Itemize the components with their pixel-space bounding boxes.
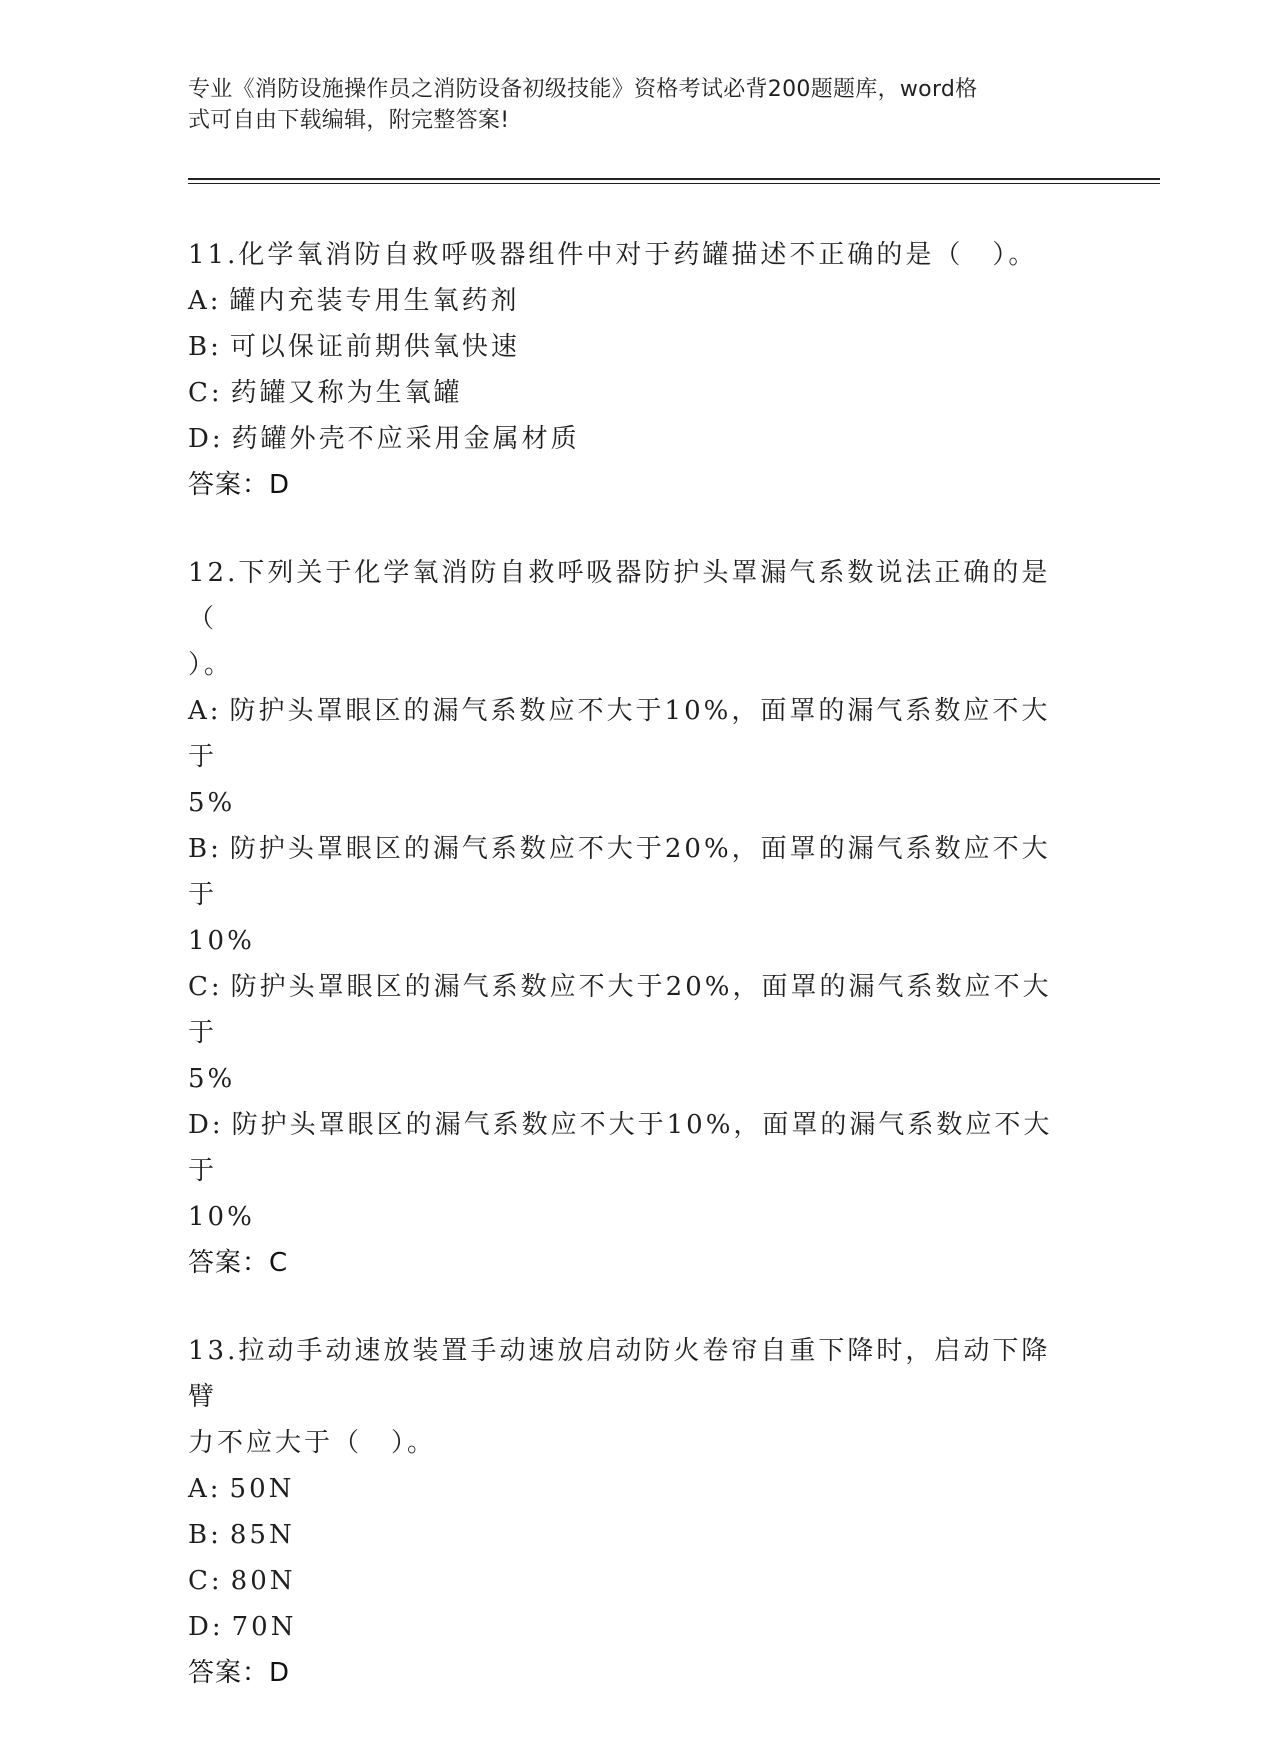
option-label: A: — [188, 286, 222, 316]
option-c — [188, 1558, 1068, 1604]
question-11 — [188, 232, 1068, 508]
option-label: C: — [188, 1566, 223, 1596]
option-text: 防护头罩眼区的漏气系数应不大于20%，面罩的漏气系数应不大于 — [188, 834, 1051, 910]
option-b — [188, 324, 1068, 370]
header-intro-line-2: 式可自由下载编辑，附完整答案! — [188, 108, 510, 133]
option-label: D: — [188, 1110, 224, 1140]
option-b — [188, 1512, 1068, 1558]
question-list — [188, 232, 1068, 1738]
option-text: 防护头罩眼区的漏气系数应不大于10%，面罩的漏气系数应不大于 — [188, 1110, 1053, 1186]
option-text: 70N — [231, 1612, 297, 1642]
option-c — [188, 964, 1068, 1056]
option-label: C: — [188, 378, 223, 408]
option-label: C: — [188, 972, 223, 1002]
answer-line: 答案：C — [188, 1248, 289, 1278]
option-text: 50N — [229, 1474, 295, 1504]
option-label: A: — [188, 696, 222, 726]
option-label: D: — [188, 424, 224, 454]
option-b-continued: 10% — [188, 926, 255, 956]
answer-line: 答案：D — [188, 1658, 291, 1688]
question-stem: 12.下列关于化学氧消防自救呼吸器防护头罩漏气系数说法正确的是（ — [188, 558, 1051, 634]
option-text: 药罐外壳不应采用金属材质 — [231, 424, 580, 454]
document-header — [188, 74, 1068, 136]
option-label: B: — [188, 332, 222, 362]
option-label: D: — [188, 1612, 224, 1642]
option-d-continued: 10% — [188, 1202, 255, 1232]
question-stem-continued: ）。 — [188, 650, 234, 680]
header-divider-thin — [188, 183, 1160, 184]
option-a — [188, 278, 1068, 324]
question-stem-continued: 力不应大于（ ）。 — [188, 1428, 437, 1458]
option-text: 防护头罩眼区的漏气系数应不大于20%，面罩的漏气系数应不大于 — [188, 972, 1052, 1048]
answer-line: 答案：D — [188, 470, 291, 500]
question-13 — [188, 1328, 1068, 1696]
option-d — [188, 1102, 1068, 1194]
header-intro-line-1: 专业《消防设施操作员之消防设备初级技能》资格考试必背200题题库，word格 — [188, 77, 978, 102]
option-b — [188, 826, 1068, 918]
option-d — [188, 1604, 1068, 1650]
question-12 — [188, 550, 1068, 1286]
option-text: 85N — [229, 1520, 295, 1550]
option-c — [188, 370, 1068, 416]
option-c-continued: 5% — [188, 1064, 236, 1094]
option-a — [188, 1466, 1068, 1512]
question-stem: 13.拉动手动速放装置手动速放启动防火卷帘自重下降时，启动下降臂 — [188, 1336, 1051, 1412]
option-text: 罐内充装专用生氧药剂 — [229, 286, 520, 316]
option-text: 防护头罩眼区的漏气系数应不大于10%，面罩的漏气系数应不大于 — [188, 696, 1051, 772]
option-text: 药罐又称为生氧罐 — [230, 378, 463, 408]
option-a — [188, 688, 1068, 780]
option-label: A: — [188, 1474, 222, 1504]
option-label: B: — [188, 1520, 222, 1550]
option-d — [188, 416, 1068, 462]
header-divider-thick — [188, 178, 1160, 180]
option-text: 可以保证前期供氧快速 — [229, 332, 520, 362]
option-text: 80N — [230, 1566, 296, 1596]
question-stem: 11.化学氧消防自救呼吸器组件中对于药罐描述不正确的是（ ）。 — [188, 240, 1038, 270]
option-a-continued: 5% — [188, 788, 236, 818]
option-label: B: — [188, 834, 222, 864]
